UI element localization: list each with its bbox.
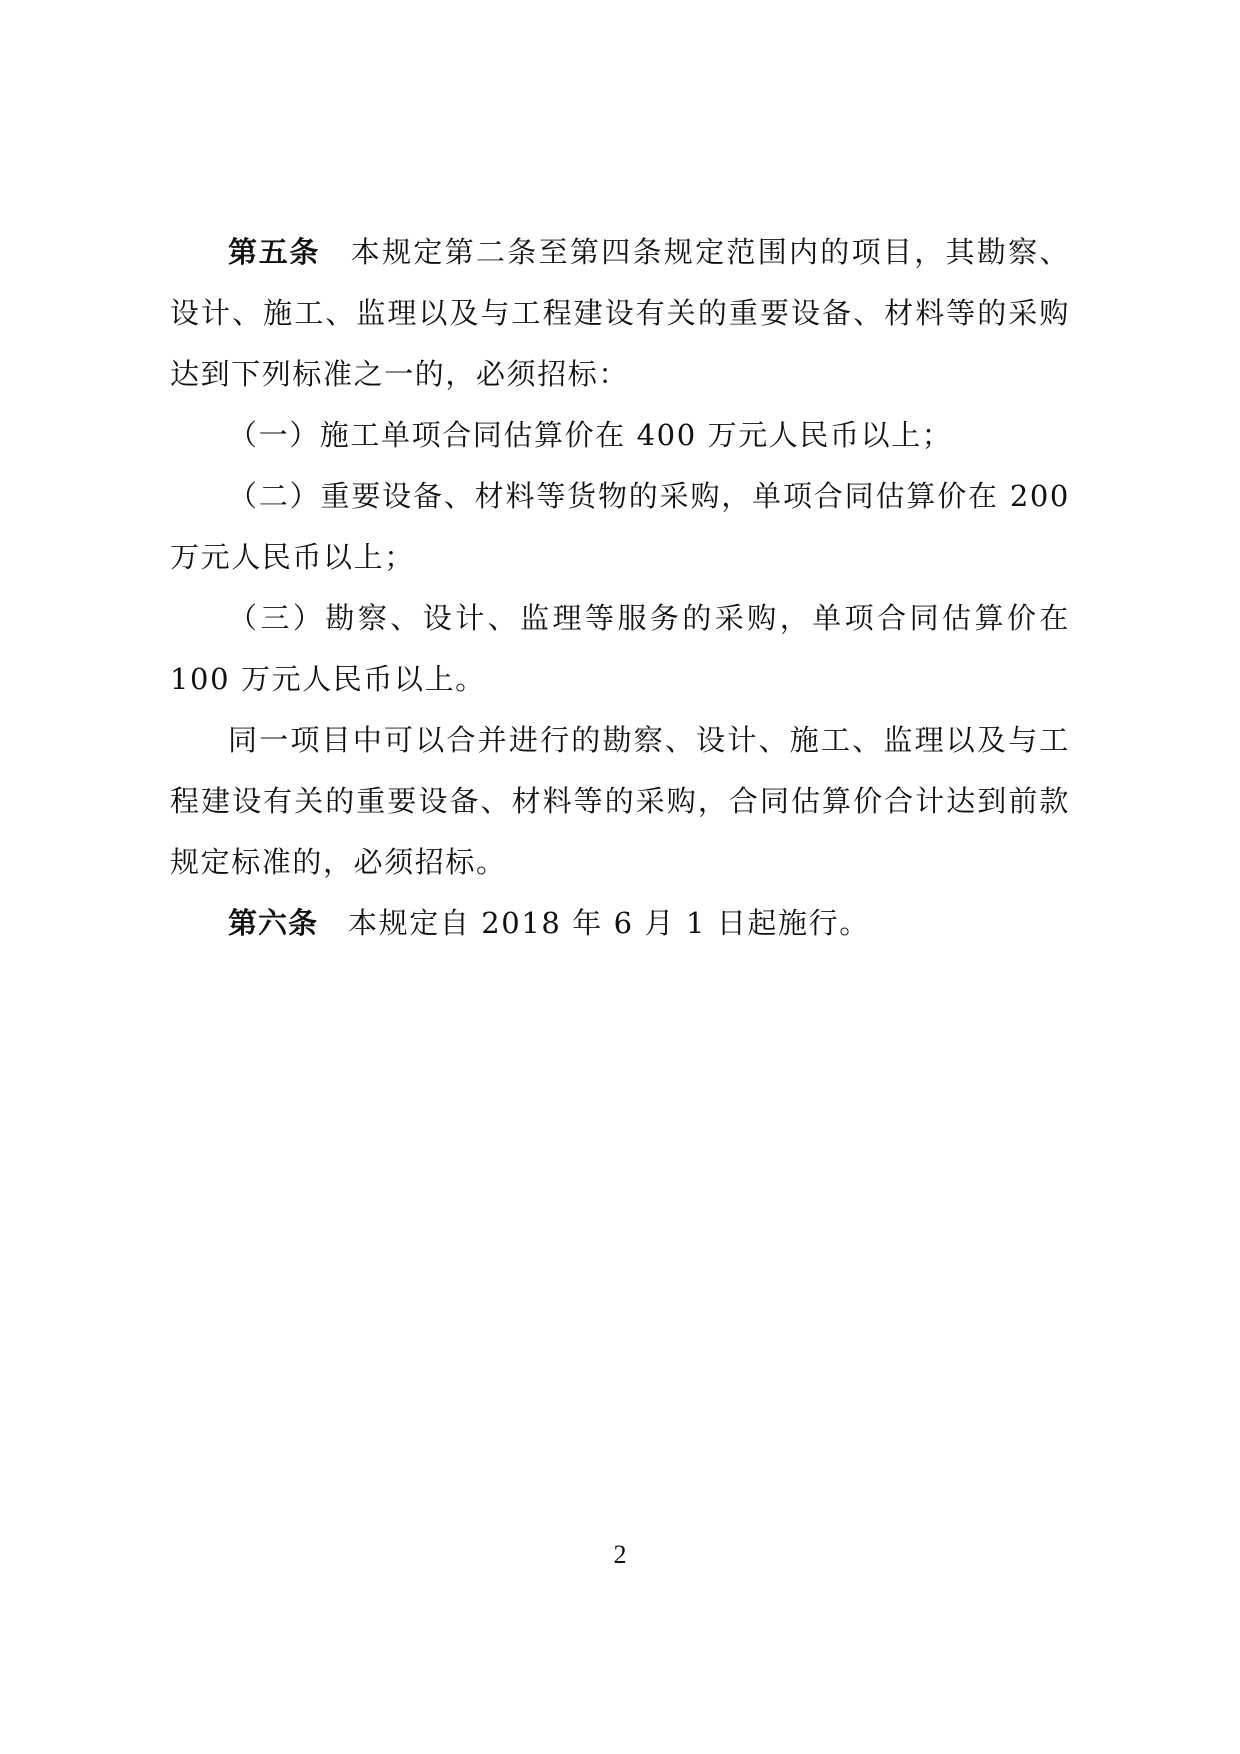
- page-number: 2: [613, 1540, 627, 1569]
- article-6-heading: 第六条: [228, 906, 319, 940]
- item-3-paragraph: （三）勘察、设计、监理等服务的采购，单项合同估算价在 100 万元人民币以上。: [170, 601, 1070, 696]
- item-1-paragraph: （一）施工单项合同估算价在 400 万元人民币以上；: [228, 418, 953, 452]
- article-6-text: 本规定自 2018 年 6 月 1 日起施行。: [348, 906, 870, 940]
- article-5-paragraph: [170, 222, 1070, 405]
- article-5-text: 本规定第二条至第四条规定范围内的项目，其勘察、设计、施工、监理以及与工程建设有关的重要设备、材料等的采购达到下列标准之一的，必须招标：: [170, 235, 1070, 391]
- article-6-paragraph: [170, 893, 1070, 954]
- combined-procurement-paragraph: 同一项目中可以合并进行的勘察、设计、施工、监理以及与工程建设有关的重要设备、材料等的采购，合同估算价合计达到前款规定标准的，必须招标。: [170, 723, 1070, 879]
- item-2-paragraph: （二）重要设备、材料等货物的采购，单项合同估算价在 200 万元人民币以上；: [170, 479, 1070, 574]
- document-body: [170, 222, 1070, 954]
- article-5-heading: 第五条: [228, 235, 321, 269]
